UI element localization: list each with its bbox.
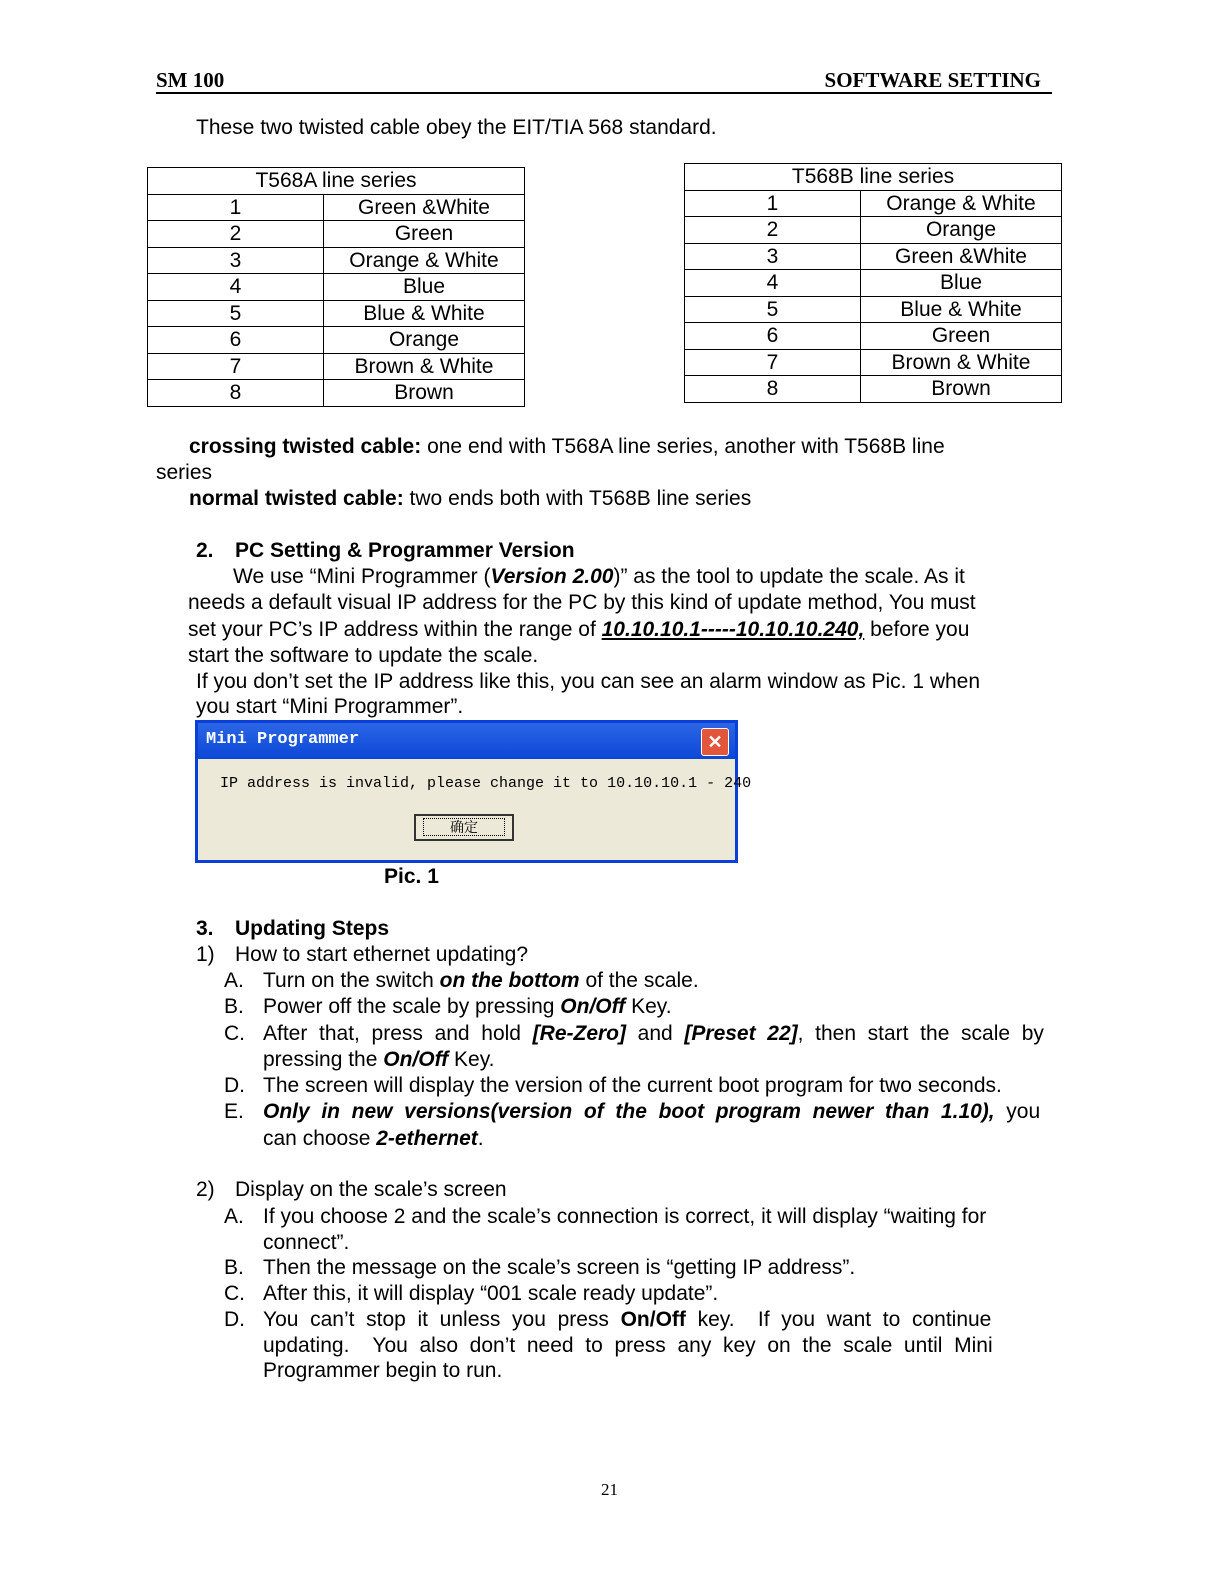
wire-color: Orange & White	[324, 247, 525, 274]
s1a-t2: of the scale.	[579, 969, 699, 992]
pin-number: 3	[685, 243, 861, 270]
wire-color: Brown & White	[861, 349, 1062, 376]
wire-color: Blue	[861, 270, 1062, 297]
step1-b	[263, 994, 672, 1020]
wire-color: Orange	[324, 327, 525, 354]
s2d-b: On/Off	[620, 1308, 686, 1331]
table-row	[148, 247, 525, 274]
s1e-l2t2: .	[477, 1127, 484, 1150]
p3-a: set your PC’s IP address within the range of	[188, 618, 602, 641]
step2-c: After this, it will display “001 scale ready update”.	[263, 1282, 719, 1305]
wire-color: Blue & White	[861, 296, 1062, 323]
step1-d-letter: D.	[224, 1074, 245, 1097]
pin-number: 8	[685, 376, 861, 403]
step2-text: Display on the scale’s screen	[235, 1178, 507, 1201]
table-row	[148, 274, 525, 301]
s1b-t2: Key.	[625, 995, 672, 1018]
header-rule	[156, 92, 1052, 94]
wire-color: Green	[324, 221, 525, 248]
dialog-body	[198, 759, 752, 860]
ip-range: 10.10.10.1-----10.10.10.240,	[601, 618, 865, 641]
s1c-bi1: [Re-Zero]	[532, 1022, 626, 1045]
table-row	[685, 270, 1062, 297]
step2-a-l1: If you choose 2 and the scale’s connection is correct, it will display “waiting for	[263, 1205, 987, 1228]
wire-color: Brown	[861, 376, 1062, 403]
t568b-title: T568B line series	[685, 164, 1062, 191]
section2-p5: If you don’t set the IP address like this, you can see an alarm window as Pic. 1 when	[196, 670, 981, 693]
step2-d-l3: Programmer begin to run.	[263, 1359, 503, 1382]
pin-number: 3	[148, 247, 324, 274]
step1-text: How to start ethernet updating?	[235, 943, 529, 966]
table-row	[685, 349, 1062, 376]
step1-e	[263, 1099, 1040, 1125]
table-row	[148, 194, 525, 221]
t568a-title: T568A line series	[148, 168, 525, 195]
wire-color: Blue	[324, 274, 525, 301]
wire-color: Green &White	[324, 194, 525, 221]
crossing-label: crossing twisted cable:	[189, 435, 422, 458]
ok-button[interactable]	[414, 814, 514, 841]
table-row	[685, 190, 1062, 217]
pin-number: 2	[685, 217, 861, 244]
pin-number: 4	[148, 274, 324, 301]
table-row	[685, 376, 1062, 403]
s1e-l2t1: can choose	[263, 1127, 377, 1150]
section2-p2: needs a default visual IP address for the PC by this kind of update method, You must	[188, 591, 976, 614]
normal-line	[189, 486, 751, 512]
header-left: SM 100	[156, 68, 225, 92]
section2-p6: you start “Mini Programmer”.	[196, 695, 464, 718]
s1a-t1: Turn on the switch	[263, 969, 440, 992]
step2-d-l1	[263, 1307, 991, 1333]
pin-number: 2	[148, 221, 324, 248]
s1e-bi: Only in new versions(version of the boot program newer than 1.10),	[263, 1100, 995, 1123]
table-row	[148, 380, 525, 407]
step2-num: 2)	[196, 1178, 215, 1201]
section3-title: Updating Steps	[235, 917, 390, 940]
pin-number: 5	[148, 300, 324, 327]
dialog-title: Mini Programmer	[206, 730, 360, 749]
section3-num: 3.	[196, 917, 214, 940]
dialog-message: IP address is invalid, please change it to 10.10.10.1 - 240	[220, 775, 752, 792]
s1a-bi: on the bottom	[439, 969, 580, 992]
step1-e-l2	[263, 1126, 484, 1152]
wire-color: Green	[861, 323, 1062, 350]
step1-c-letter: C.	[224, 1022, 245, 1045]
p1-b: )” as the tool to update the scale. As it	[613, 565, 965, 588]
section2-title: PC Setting & Programmer Version	[235, 539, 575, 562]
table-row	[685, 243, 1062, 270]
t568a-table	[147, 167, 525, 407]
section2-p1	[233, 564, 965, 590]
wire-color: Brown	[324, 380, 525, 407]
step1-b-letter: B.	[224, 995, 244, 1018]
table-row	[685, 296, 1062, 323]
intro-text: These two twisted cable obey the EIT/TIA 568 standard.	[196, 116, 717, 139]
ok-label: 确定	[423, 818, 505, 836]
wire-color: Blue & White	[324, 300, 525, 327]
wire-color: Orange	[861, 217, 1062, 244]
pin-number: 1	[148, 194, 324, 221]
step2-c-letter: C.	[224, 1282, 245, 1305]
step1-c	[263, 1021, 1044, 1047]
crossing-text: one end with T568A line series, another with T568B line	[421, 435, 945, 458]
s1c-l2t1: pressing the	[263, 1048, 384, 1071]
step1-a	[263, 968, 699, 994]
step2-d-letter: D.	[224, 1308, 245, 1331]
section2-num: 2.	[196, 539, 214, 562]
pin-number: 4	[685, 270, 861, 297]
header-right: SOFTWARE SETTING	[824, 68, 1041, 92]
step1-c-l2	[263, 1047, 495, 1073]
normal-text: two ends both with T568B line series	[403, 487, 752, 510]
wire-color: Green &White	[861, 243, 1062, 270]
table-row	[685, 217, 1062, 244]
s1c-t2: and	[626, 1022, 685, 1045]
step1-num: 1)	[196, 943, 215, 966]
step2-a-letter: A.	[224, 1205, 244, 1228]
table-row	[148, 300, 525, 327]
s1e-t1: you	[994, 1100, 1041, 1123]
step2-d-l2: updating. You also don’t need to press any key on the scale until Mini	[263, 1334, 993, 1357]
crossing-cont: series	[156, 461, 213, 484]
page-number: 21	[601, 1480, 618, 1499]
table-row	[148, 327, 525, 354]
pin-number: 6	[148, 327, 324, 354]
s1c-l2bi: On/Off	[383, 1048, 449, 1071]
wire-color: Brown & White	[324, 353, 525, 380]
close-icon[interactable]: ✕	[701, 728, 729, 756]
s1c-l2t2: Key.	[448, 1048, 495, 1071]
step1-e-letter: E.	[224, 1100, 244, 1123]
crossing-line	[189, 434, 945, 460]
pic-caption: Pic. 1	[384, 865, 439, 888]
section2-p4: start the software to update the scale.	[188, 644, 539, 667]
pin-number: 7	[148, 353, 324, 380]
s1e-l2bi: 2-ethernet	[376, 1127, 478, 1150]
step1-d: The screen will display the version of the current boot program for two seconds.	[263, 1074, 1002, 1097]
step2-b: Then the message on the scale’s screen is “getting IP address”.	[263, 1256, 856, 1279]
s1c-t3: , then start the scale by	[797, 1022, 1044, 1045]
step1-a-letter: A.	[224, 969, 244, 992]
table-row	[685, 323, 1062, 350]
alarm-dialog	[195, 720, 752, 863]
s1c-bi2: [Preset 22]	[684, 1022, 798, 1045]
pin-number: 7	[685, 349, 861, 376]
wire-color: Orange & White	[861, 190, 1062, 217]
step2-b-letter: B.	[224, 1256, 244, 1279]
step2-a-l2: connect”.	[263, 1231, 350, 1254]
s2d-t2: key. If you want to continue	[685, 1308, 992, 1331]
pin-number: 6	[685, 323, 861, 350]
t568b-table	[684, 163, 1062, 403]
version-text: Version 2.00	[490, 565, 614, 588]
pin-number: 1	[685, 190, 861, 217]
dialog-titlebar	[198, 723, 735, 759]
s1b-t1: Power off the scale by pressing	[263, 995, 561, 1018]
pin-number: 5	[685, 296, 861, 323]
p1-a: We use “Mini Programmer (	[233, 565, 491, 588]
section2-p3	[188, 617, 969, 643]
table-row	[148, 353, 525, 380]
p3-b: before you	[864, 618, 970, 641]
s2d-t1: You can’t stop it unless you press	[263, 1308, 621, 1331]
normal-label: normal twisted cable:	[189, 487, 404, 510]
pin-number: 8	[148, 380, 324, 407]
s1c-t1: After that, press and hold	[263, 1022, 533, 1045]
table-row	[148, 221, 525, 248]
s1b-bi: On/Off	[560, 995, 626, 1018]
